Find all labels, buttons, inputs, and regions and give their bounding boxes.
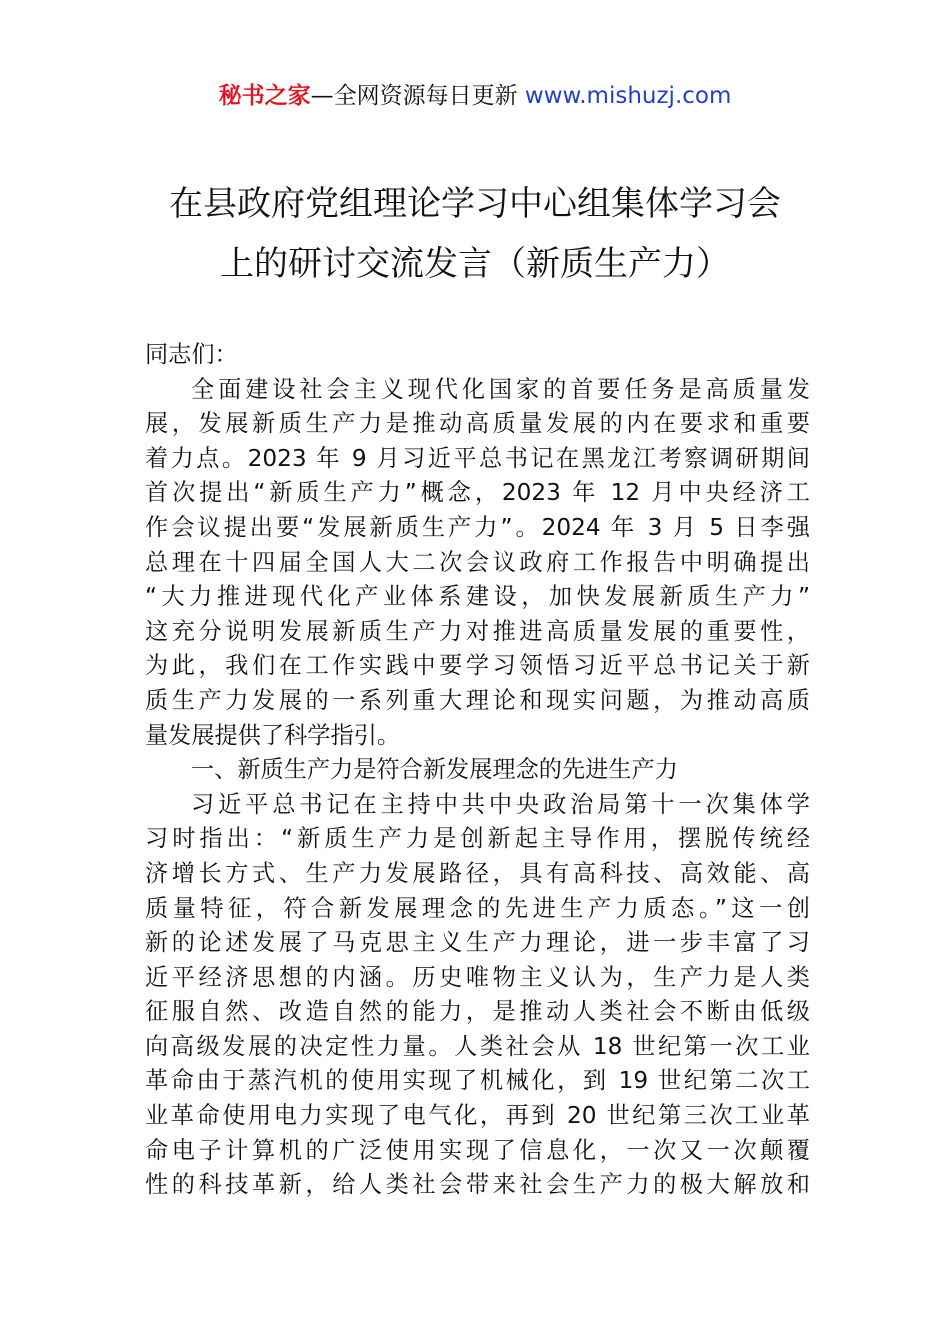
paragraph-2-line: 业革命使用电力实现了电气化，再到 20 世纪第三次工业革 bbox=[145, 1102, 810, 1130]
paragraph-1-line: 总理在十四届全国人大二次会议政府工作报告中明确提出 bbox=[145, 548, 810, 576]
paragraph-2-line: 质量特征，符合新发展理念的先进生产力质态。”这一创 bbox=[145, 894, 810, 922]
paragraph-2-line: 向高级发展的决定性力量。人类社会从 18 世纪第一次工业 bbox=[145, 1032, 810, 1060]
paragraph-2-line: 近平经济思想的内涵。历史唯物主义认为，生产力是人类 bbox=[145, 963, 810, 991]
paragraph-1-line: 首次提出“新质生产力”概念，2023 年 12 月中央经济工 bbox=[145, 479, 810, 507]
salutation: 同志们： bbox=[145, 341, 238, 368]
paragraph-1-line: 全面建设社会主义现代化国家的首要任务是高质量发 bbox=[191, 375, 810, 403]
paragraph-1-line: 作会议提出要“发展新质生产力”。2024 年 3 月 5 日李强 bbox=[145, 513, 810, 541]
paragraph-2-line: 性的科技革新，给人类社会带来社会生产力的极大解放和 bbox=[145, 1171, 810, 1199]
paragraph-2-line: 习时指出：“新质生产力是创新起主导作用，摆脱传统经 bbox=[145, 825, 810, 853]
paragraph-2-line: 新的论述发展了马克思主义生产力理论，进一步丰富了习 bbox=[145, 929, 810, 957]
site-url-link[interactable]: www.mishuzj.com bbox=[524, 83, 732, 109]
site-header bbox=[0, 80, 950, 112]
title-line: 上的研讨交流发言（新质生产力） bbox=[220, 244, 730, 284]
paragraph-1-line: 质生产力发展的一系列重大理论和现实问题，为推动高质 bbox=[145, 686, 810, 714]
title-line: 在县政府党组理论学习中心组集体学习会 bbox=[169, 184, 781, 224]
paragraph-1-line: “大力推进现代化产业体系建设，加快发展新质生产力” bbox=[145, 583, 810, 611]
section-heading: 一、新质生产力是符合新发展理念的先进生产力 bbox=[191, 756, 678, 784]
paragraph-2-line: 命电子计算机的广泛使用实现了信息化，一次又一次颠覆 bbox=[145, 1136, 810, 1164]
paragraph-2-line: 革命由于蒸汽机的使用实现了机械化，到 19 世纪第二次工 bbox=[145, 1067, 810, 1095]
paragraph-1-line: 展，发展新质生产力是推动高质量发展的内在要求和重要 bbox=[145, 410, 810, 438]
paragraph-2-line: 习近平总书记在主持中共中央政治局第十一次集体学 bbox=[191, 790, 810, 818]
paragraph-1-line: 为此，我们在工作实践中要学习领悟习近平总书记关于新 bbox=[145, 652, 810, 680]
paragraph-2-line: 济增长方式、生产力发展路径，具有高科技、高效能、高 bbox=[145, 859, 810, 887]
document-body bbox=[145, 338, 810, 1203]
paragraph-1-line: 着力点。2023 年 9 月习近平总书记在黑龙江考察调研期间 bbox=[145, 444, 810, 472]
paragraph-2-line: 征服自然、改造自然的能力，是推动人类社会不断由低级 bbox=[145, 998, 810, 1026]
paragraph-1-line: 量发展提供了科学指引。 bbox=[145, 721, 401, 749]
site-tagline: —全网资源每日更新 bbox=[310, 83, 525, 109]
document-title bbox=[100, 174, 850, 294]
site-brand: 秘书之家 bbox=[218, 83, 311, 109]
paragraph-1-line: 这充分说明发展新质生产力对推进高质量发展的重要性， bbox=[145, 617, 810, 645]
